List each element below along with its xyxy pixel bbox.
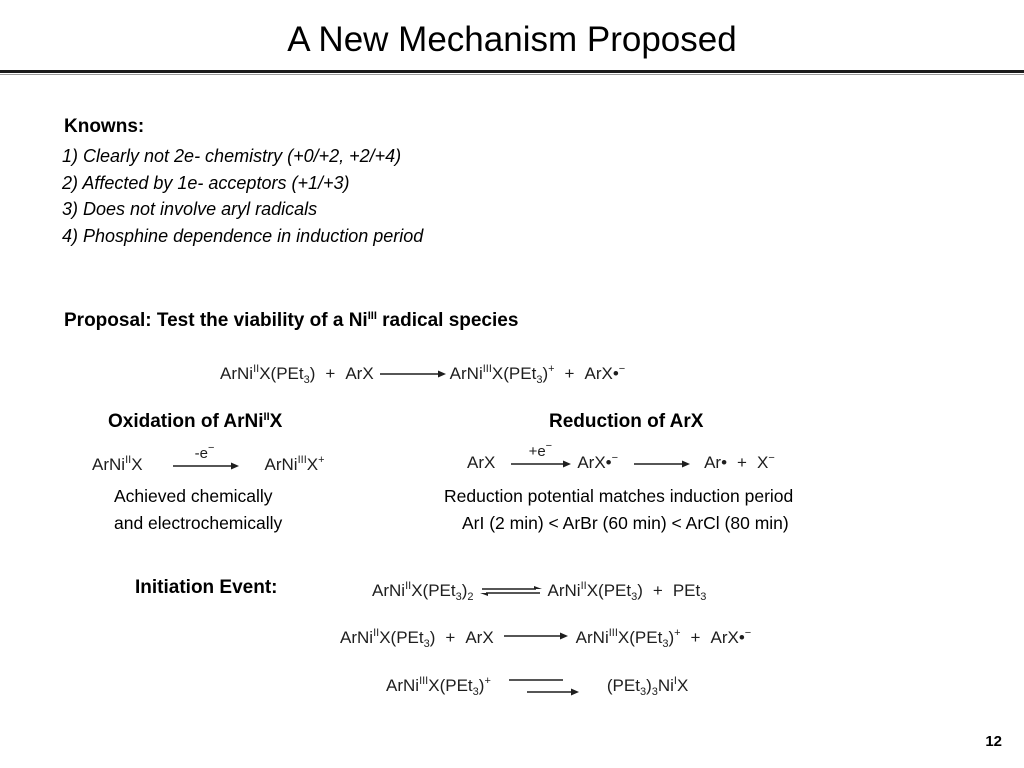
initiation-equation-1 xyxy=(372,579,706,603)
oxidation-note-line-2: and electrochemically xyxy=(114,513,283,533)
equilibrium-arrow xyxy=(480,579,542,603)
reduction-arrow-label: +e− xyxy=(528,440,553,460)
reduction-note-line-2: ArI (2 min) < ArBr (60 min) < ArCl (80 min) xyxy=(462,513,789,533)
eq3-arrow xyxy=(507,674,579,698)
reduction-product-2: X− xyxy=(756,452,775,472)
eq2-product-2: ArX•− xyxy=(710,627,752,647)
title-divider-shadow xyxy=(0,74,1024,75)
title-divider xyxy=(0,70,1024,73)
oxidation-reaction xyxy=(92,442,325,477)
reduction-product-1: Ar• xyxy=(704,453,728,472)
oxidation-product: ArNi$^{III}$X+ xyxy=(264,454,325,474)
initiation-heading: Initiation Event: xyxy=(135,577,278,598)
eq1-phosphine: PEt$_3$ xyxy=(672,581,707,603)
oxidation-arrow-label: -e− xyxy=(194,442,215,462)
eq1-right: ArNi$^{II}$X(PEt$_3$) xyxy=(547,580,643,603)
initiation-equation-2 xyxy=(340,626,751,650)
reduction-reactant: ArX xyxy=(467,453,496,472)
knowns-list xyxy=(62,143,423,250)
known-item-1: 1) Clearly not 2e- chemistry (+0/+2, +2/+4) xyxy=(62,146,402,166)
eq2-reactant-2: ArX xyxy=(465,628,494,647)
oxidation-note-line-1: Achieved chemically xyxy=(114,486,273,506)
main-reaction xyxy=(220,362,625,386)
initiation-equation-3 xyxy=(386,674,688,698)
main-reactant-2: ArX xyxy=(345,364,374,383)
eq2-reactant-1: ArNi$^{II}$X(PEt$_3$) xyxy=(340,627,436,650)
slide-title: A New Mechanism Proposed xyxy=(287,20,737,59)
main-product-2: ArX•− xyxy=(584,363,626,383)
plus-sign: + xyxy=(737,453,747,472)
eq1-left: $ArNi^{II}X(PEt_3)_2$ xyxy=(372,580,474,603)
eq3-reactant: ArNi$^{III}$X(PEt$_3$)+ xyxy=(386,675,491,698)
reduction-note xyxy=(444,483,793,537)
reduction-note-line-1: Reduction potential matches induction period xyxy=(444,486,794,506)
plus-sign: + xyxy=(325,364,336,383)
proposal-statement xyxy=(64,310,518,332)
eq2-product-1: ArNi$^{III}$X(PEt$_3$)+ xyxy=(575,627,681,650)
oxidation-reactant: ArNi$^{II}$X xyxy=(92,454,143,474)
plus-sign: + xyxy=(652,581,663,600)
proposal-sup: III xyxy=(367,310,377,322)
plus-sign: + xyxy=(690,628,701,647)
eq3-product: $(PEt_3)_3Ni^IX$ xyxy=(606,675,689,698)
reduction-heading: Reduction of ArX xyxy=(549,411,704,432)
plus-sign: + xyxy=(445,628,456,647)
main-reactant-1: ArNi$^{II}$X(PEt$_3$) xyxy=(220,363,316,386)
main-product-1: ArNi$^{III}$X(PEt$_3$)+ xyxy=(449,363,555,386)
eq2-arrow xyxy=(502,626,568,650)
oxidation-heading: Oxidation of ArNi$^{II}$X xyxy=(108,411,283,432)
reduction-arrow-1 xyxy=(509,440,571,475)
reduction-arrow-2 xyxy=(632,451,690,475)
known-item-2: 2) Affected by 1e- acceptors (+1/+3) xyxy=(62,172,350,193)
knowns-heading: Knowns: xyxy=(64,116,145,137)
plus-sign: + xyxy=(564,364,575,383)
reduction-intermediate: ArX•− xyxy=(577,452,619,472)
oxidation-note xyxy=(114,483,282,537)
known-item-4: 4) Phosphine dependence in induction period xyxy=(62,226,424,247)
page-number: 12 xyxy=(985,733,1002,750)
proposal-prefix: Proposal: Test the viability of a Ni xyxy=(64,310,368,331)
oxidation-arrow xyxy=(171,442,239,477)
known-item-3: 3) Does not involve aryl radicals xyxy=(62,199,318,220)
reaction-arrow xyxy=(378,362,446,386)
reduction-reaction xyxy=(467,440,775,475)
proposal-suffix: radical species xyxy=(376,310,519,331)
